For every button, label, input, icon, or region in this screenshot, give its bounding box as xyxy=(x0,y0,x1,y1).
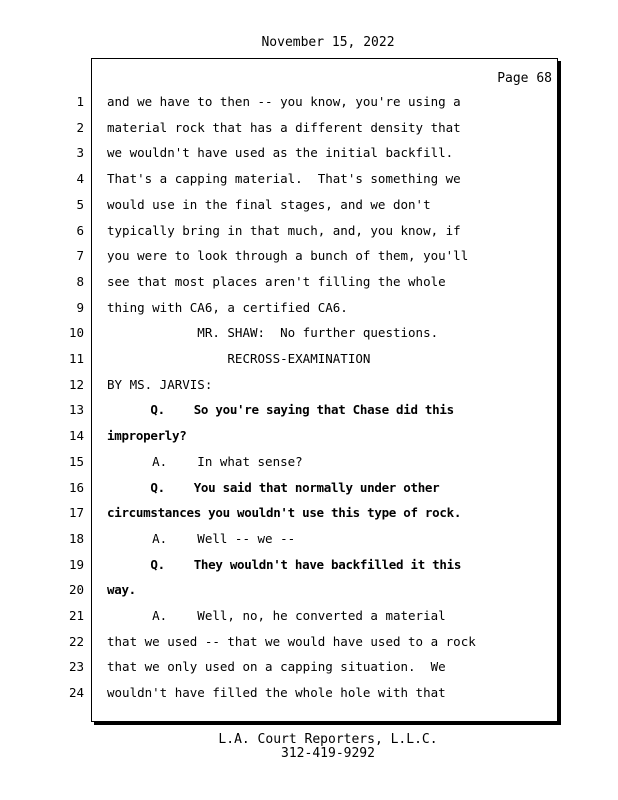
line-number: 12 xyxy=(68,376,84,392)
line-text: RECROSS-EXAMINATION xyxy=(107,351,371,366)
line-text: would use in the final stages, and we don't xyxy=(107,196,431,212)
line-number: 21 xyxy=(68,608,84,623)
line-text: see that most places aren't filling the whole xyxy=(107,273,446,289)
transcript-line xyxy=(0,351,618,376)
line-number: 11 xyxy=(68,351,84,366)
transcript-line xyxy=(0,505,618,530)
transcript-line xyxy=(0,223,618,248)
line-text: way. xyxy=(107,582,136,598)
line-text: that we used -- that we would have used to a rock xyxy=(107,633,476,649)
line-text: A. In what sense? xyxy=(107,453,303,469)
line-number: 24 xyxy=(68,685,84,701)
line-number: 14 xyxy=(68,428,84,444)
line-number: 22 xyxy=(68,633,84,649)
line-number: 2 xyxy=(76,119,84,135)
line-text: MR. SHAW: No further questions. xyxy=(107,325,439,341)
transcript-line xyxy=(0,120,618,145)
line-text: you were to look through a bunch of them, you'll xyxy=(107,248,469,264)
line-number: 5 xyxy=(76,196,84,212)
line-text: Q. They wouldn't have backfilled it this xyxy=(107,556,462,572)
transcript-line xyxy=(0,300,618,325)
footer-phone: 312-419-9292 xyxy=(281,746,375,761)
transcript-line xyxy=(0,248,618,273)
line-number: 10 xyxy=(68,325,84,341)
line-text: Q. So you're saying that Chase did this xyxy=(107,402,454,418)
transcript-line xyxy=(0,608,618,633)
line-number: 6 xyxy=(76,222,84,238)
transcript-line xyxy=(0,325,618,350)
line-number: 19 xyxy=(68,556,84,572)
header-date: November 15, 2022 xyxy=(261,35,395,50)
transcript-line xyxy=(0,377,618,402)
transcript-line xyxy=(0,685,618,710)
line-text: and we have to then -- you know, you're using a xyxy=(107,94,461,109)
line-text: wouldn't have filled the whole hole with that xyxy=(107,685,446,701)
line-text: we wouldn't have used as the initial backfill. xyxy=(107,145,454,161)
line-number: 1 xyxy=(76,94,84,109)
footer-company: L.A. Court Reporters, L.L.C. xyxy=(218,732,438,747)
line-number: 7 xyxy=(76,248,84,264)
transcript-line xyxy=(0,402,618,427)
line-number: 8 xyxy=(76,273,84,289)
transcript-line xyxy=(0,145,618,170)
line-number: 18 xyxy=(68,530,84,546)
line-number: 15 xyxy=(68,453,84,469)
line-text: typically bring in that much, and, you know, if xyxy=(107,222,461,238)
line-number: 23 xyxy=(68,659,84,675)
line-number: 13 xyxy=(68,402,84,418)
transcript-line xyxy=(0,480,618,505)
transcript-line xyxy=(0,454,618,479)
transcript-line xyxy=(0,274,618,299)
line-text: A. Well -- we -- xyxy=(107,530,296,546)
transcript-line xyxy=(0,634,618,659)
transcript-line xyxy=(0,531,618,556)
line-text: Q. You said that normally under other xyxy=(107,479,440,495)
transcript-line xyxy=(0,428,618,453)
line-number: 20 xyxy=(68,582,84,598)
line-number: 17 xyxy=(68,505,84,521)
line-text: that we only used on a capping situation. We xyxy=(107,659,446,675)
line-number: 4 xyxy=(76,171,84,187)
line-text: That's a capping material. That's something we xyxy=(107,171,461,187)
transcript-line xyxy=(0,582,618,607)
line-text: thing with CA6, a certified CA6. xyxy=(107,299,348,315)
line-number: 3 xyxy=(76,145,84,161)
transcript-line xyxy=(0,659,618,684)
page-number: Page 68 xyxy=(497,71,552,86)
line-number: 16 xyxy=(68,479,84,495)
footer xyxy=(0,733,618,761)
line-text: circumstances you wouldn't use this type of rock. xyxy=(107,505,462,521)
transcript-line xyxy=(0,171,618,196)
line-text: BY MS. JARVIS: xyxy=(107,376,213,392)
transcript-line xyxy=(0,197,618,222)
line-text: A. Well, no, he converted a material xyxy=(107,608,446,623)
transcript-line xyxy=(0,557,618,582)
line-text: improperly? xyxy=(107,428,187,444)
transcript-line xyxy=(0,94,618,119)
line-text: material rock that has a different density that xyxy=(107,119,461,135)
line-number: 9 xyxy=(76,299,84,315)
